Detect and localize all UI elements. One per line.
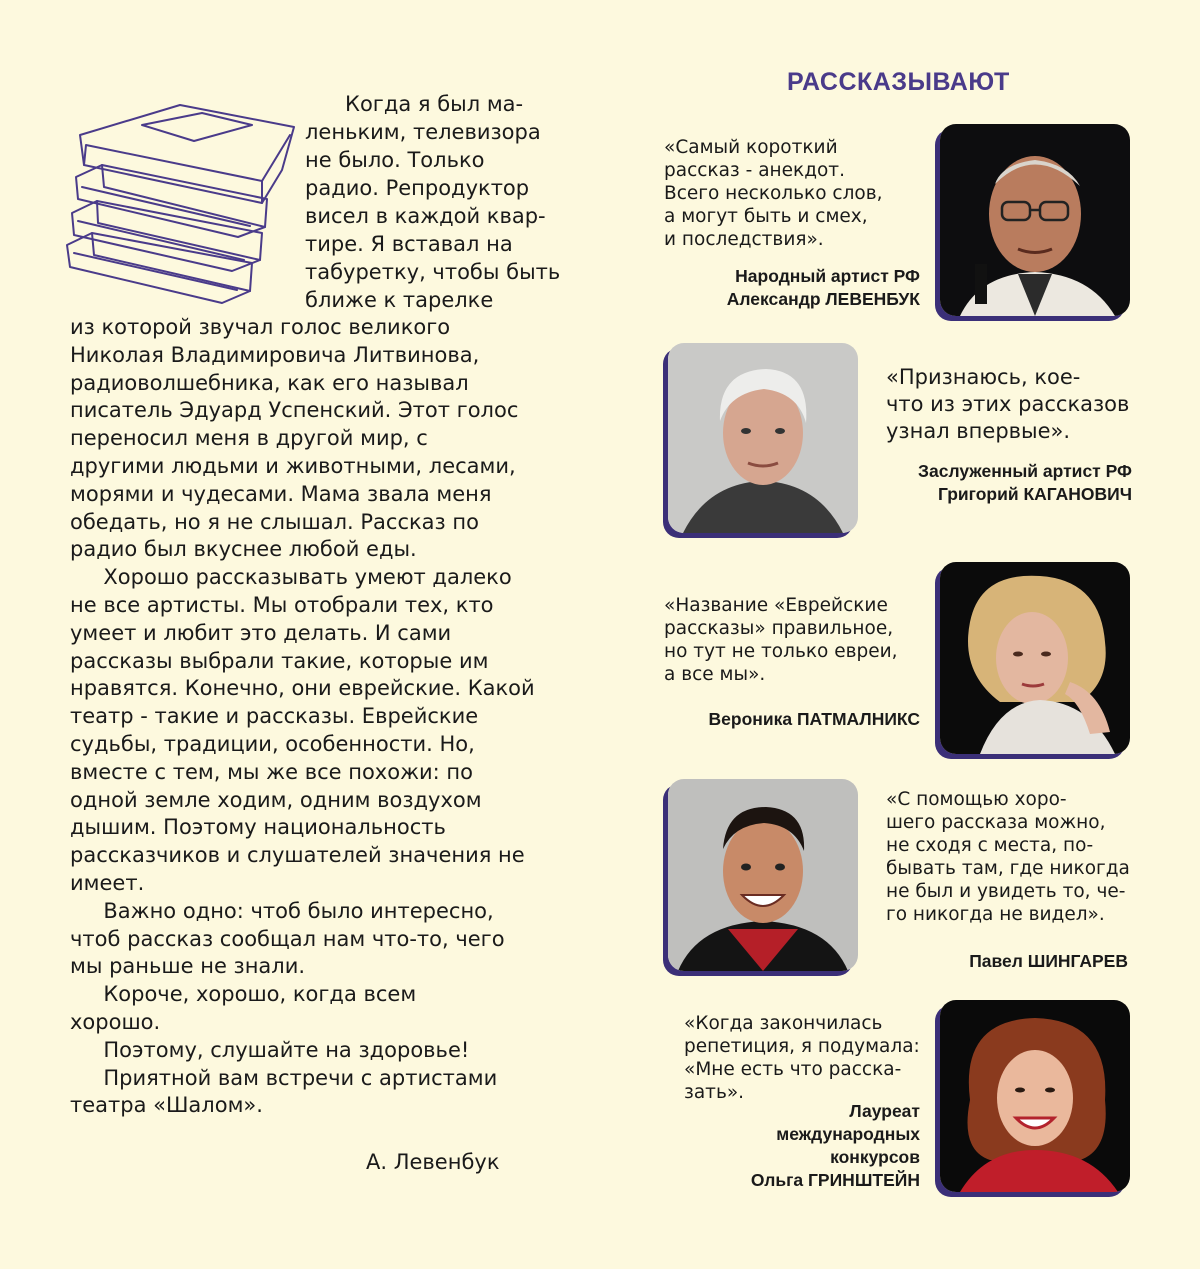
text-line: Когда я был ма- bbox=[305, 92, 524, 116]
text-line: Хорошо рассказывать умеют далеко bbox=[70, 565, 512, 590]
text-line: морями и чудесами. Мама звала меня bbox=[70, 481, 492, 506]
text-line: «Название «Еврейские bbox=[664, 595, 888, 616]
text-line: мы раньше не знали. bbox=[70, 954, 306, 979]
text-line: конкурсов bbox=[830, 1147, 920, 1167]
text-line: узнал впервые». bbox=[886, 419, 1071, 443]
text-line: «С помощью хоро- bbox=[886, 789, 1067, 810]
quote-levenbuk bbox=[664, 136, 883, 251]
text-line: Приятной вам встречи с артистами bbox=[70, 1065, 498, 1090]
intro-paragraph bbox=[305, 90, 570, 314]
text-line: «Самый короткий bbox=[664, 137, 838, 158]
name-patmalniks bbox=[709, 708, 920, 731]
portrait-photo-levenbuk bbox=[940, 124, 1130, 316]
name-levenbuk bbox=[727, 265, 920, 311]
section-heading: РАССКАЗЫВАЮТ bbox=[787, 68, 1010, 96]
text-line: переносил меня в другой мир, с bbox=[70, 426, 428, 451]
text-line: Заслуженный артист РФ bbox=[918, 461, 1132, 481]
text-line: Лауреат bbox=[849, 1101, 920, 1121]
text-line: «Когда закончилась bbox=[684, 1013, 883, 1034]
text-line: из которой звучал голос великого bbox=[70, 315, 451, 339]
text-line: висел в каждой квар- bbox=[305, 204, 546, 228]
name-grinshtein bbox=[751, 1100, 920, 1192]
text-line: «Мне есть что расска- bbox=[684, 1059, 902, 1080]
portrait-photo-grinshtein bbox=[940, 1000, 1130, 1192]
text-line: театра «Шалом». bbox=[70, 1093, 263, 1118]
text-line: не все артисты. Мы отобрали тех, кто bbox=[70, 592, 494, 617]
text-line: Народный артист РФ bbox=[735, 266, 920, 286]
text-line: бывать там, где никогда bbox=[886, 858, 1130, 879]
text-line: рассказ - анекдот. bbox=[664, 160, 845, 181]
text-line: писатель Эдуард Успенский. Этот голос bbox=[70, 398, 519, 423]
text-line: и последствия». bbox=[664, 229, 824, 250]
name-shingarev bbox=[969, 950, 1128, 973]
text-line: рассказы» правильное, bbox=[664, 618, 894, 639]
text-line: радиоволшебника, как его называл bbox=[70, 370, 469, 395]
text-line: а могут быть и смех, bbox=[664, 206, 868, 227]
text-line: Григорий КАГАНОВИЧ bbox=[937, 484, 1132, 504]
text-line: рассказы выбрали такие, которые им bbox=[70, 648, 489, 673]
text-line: международных bbox=[776, 1124, 920, 1144]
text-line: вместе с тем, мы же все похожи: по bbox=[70, 759, 473, 784]
name-kaganovich bbox=[918, 460, 1132, 506]
books-illustration bbox=[62, 95, 312, 305]
text-line: Ольга ГРИНШТЕЙН bbox=[750, 1170, 920, 1190]
text-line: Всего несколько слов, bbox=[664, 183, 883, 204]
text-line: репетиция, я подумала: bbox=[684, 1036, 920, 1057]
text-line: леньким, телевизора bbox=[305, 120, 541, 144]
portrait-photo-kaganovich bbox=[668, 343, 858, 533]
text-line: но тут не только евреи, bbox=[664, 641, 898, 662]
text-line: Павел ШИНГАРЕВ bbox=[969, 951, 1128, 971]
quote-shingarev bbox=[886, 788, 1130, 926]
text-line: не был и увидеть то, че- bbox=[886, 881, 1126, 902]
text-line: хорошо. bbox=[70, 1009, 161, 1034]
text-line: дышим. Поэтому национальность bbox=[70, 815, 446, 840]
text-line: другими людьми и животными, лесами, bbox=[70, 453, 516, 478]
quote-grinshtein bbox=[684, 1012, 922, 1104]
text-line: «Признаюсь, кое- bbox=[886, 365, 1081, 389]
author-signature: А. Левенбук bbox=[366, 1150, 500, 1174]
text-line: Вероника ПАТМАЛНИКС bbox=[708, 709, 920, 729]
quote-kaganovich bbox=[886, 364, 1129, 445]
text-line: а все мы». bbox=[664, 664, 766, 685]
text-line: умеет и любит это делать. И сами bbox=[70, 620, 452, 645]
text-line: Поэтому, слушайте на здоровье! bbox=[70, 1037, 470, 1062]
text-line: имеет. bbox=[70, 870, 145, 895]
text-line: обедать, но я не слышал. Рассказ по bbox=[70, 509, 479, 534]
portrait-photo-shingarev bbox=[668, 779, 858, 971]
text-line: не сходя с места, по- bbox=[886, 835, 1094, 856]
text-line: Важно одно: чтоб было интересно, bbox=[70, 898, 494, 923]
text-line: го никогда не видел». bbox=[886, 904, 1105, 925]
text-line: ближе к тарелке bbox=[305, 288, 494, 312]
text-line: радио был вкуснее любой еды. bbox=[70, 537, 417, 562]
text-line: судьбы, традиции, особенности. Но, bbox=[70, 731, 475, 756]
text-line: не было. Только bbox=[305, 148, 485, 172]
text-line: Александр ЛЕВЕНБУК bbox=[726, 289, 920, 309]
text-line: нравятся. Конечно, они еврейские. Какой bbox=[70, 676, 535, 701]
text-line: что из этих рассказов bbox=[886, 392, 1130, 416]
text-line: чтоб рассказ сообщал нам что-то, чего bbox=[70, 926, 505, 951]
main-article-text bbox=[70, 314, 570, 1120]
text-line: Николая Владимировича Литвинова, bbox=[70, 342, 480, 367]
text-line: рассказчиков и слушателей значения не bbox=[70, 843, 525, 868]
text-line: табуретку, чтобы быть bbox=[305, 260, 561, 284]
text-line: радио. Репродуктор bbox=[305, 176, 530, 200]
text-line: Короче, хорошо, когда всем bbox=[70, 982, 417, 1007]
text-line: театр - такие и рассказы. Еврейские bbox=[70, 704, 479, 729]
portrait-photo-patmalniks bbox=[940, 562, 1130, 754]
text-line: тире. Я вставал на bbox=[305, 232, 513, 256]
text-line: одной земле ходим, одним воздухом bbox=[70, 787, 482, 812]
quote-patmalniks bbox=[664, 594, 898, 686]
text-line: шего рассказа можно, bbox=[886, 812, 1106, 833]
text-line: зать». bbox=[684, 1082, 745, 1103]
